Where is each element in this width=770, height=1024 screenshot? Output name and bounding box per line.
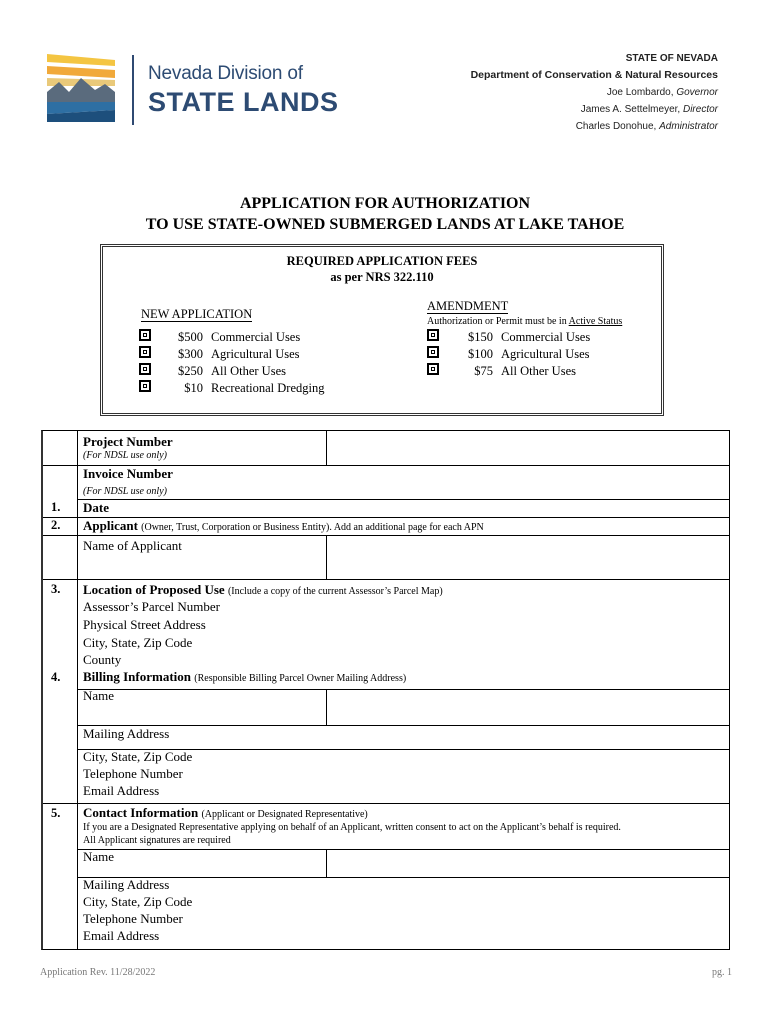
page-number: pg. 1 (712, 967, 732, 978)
contact-telephone-label: Telephone Number (83, 911, 183, 926)
contact-city-state-zip-label: City, State, Zip Code (83, 894, 193, 909)
fee-use: Commercial Uses (501, 330, 591, 344)
item-number-2: 2. (51, 518, 61, 532)
fee-box (100, 244, 664, 416)
contact-representative-note: If you are a Designated Representative applying on behalf of an Applicant, written consent to act on the Applicant’s behalf is required. (83, 822, 621, 833)
fee-use: All Other Uses (501, 364, 576, 378)
logo-divider (132, 55, 134, 125)
project-number-field[interactable] (327, 432, 728, 464)
location-label: Location of Proposed Use (83, 582, 225, 597)
location-city-state-zip-label: City, State, Zip Code (83, 635, 193, 650)
date-field[interactable] (327, 500, 728, 516)
apn-label: Assessor’s Parcel Number (83, 599, 220, 614)
governor-line (471, 84, 718, 101)
invoice-number-label: Invoice Number (83, 466, 173, 481)
fee-use: All Other Uses (211, 364, 286, 378)
department-name: Department of Conservation & Natural Resources (470, 69, 718, 81)
checkbox[interactable] (139, 329, 151, 341)
fee-use: Agricultural Uses (501, 347, 590, 361)
applicant-heading (83, 518, 484, 534)
fee-amount: $10 (184, 381, 203, 395)
fee-amount: $75 (474, 364, 493, 378)
director-line (471, 101, 718, 118)
fee-option-amend-commercial[interactable] (427, 329, 590, 346)
fee-amount: $100 (468, 347, 493, 361)
revision-footer: Application Rev. 11/28/2022 (40, 967, 156, 978)
checkbox[interactable] (139, 363, 151, 375)
invoice-number-field[interactable] (327, 466, 728, 498)
physical-address-label: Physical Street Address (83, 617, 206, 632)
county-label: County (83, 652, 122, 667)
active-status-text: Active Status (568, 316, 623, 327)
state-lands-logo (45, 52, 117, 124)
new-application-label-text: NEW APPLICATION (141, 307, 253, 321)
project-number-label: Project Number (83, 434, 173, 449)
applicant-note: (Owner, Trust, Corporation or Business Entity). Add an additional page for each APN (141, 522, 484, 533)
administrator-name: Charles Donohue, (575, 121, 657, 132)
ndsl-use-note-2: (For NDSL use only) (83, 486, 167, 497)
checkbox[interactable] (427, 329, 439, 341)
fee-amount: $500 (178, 330, 203, 344)
agency-name-line1: Nevada Division of (148, 63, 303, 84)
administrator-line (471, 118, 718, 135)
fee-amount: $300 (178, 347, 203, 361)
item-number-3: 3. (51, 582, 61, 596)
contact-name-label: Name (83, 849, 115, 864)
amendment-options (427, 329, 590, 380)
date-label: Date (83, 500, 109, 515)
location-heading (83, 582, 443, 598)
fee-option-new-commercial[interactable] (139, 329, 325, 346)
governor-title: Governor (676, 87, 718, 98)
billing-email-label: Email Address (83, 783, 160, 798)
contact-email-label: Email Address (83, 928, 160, 943)
item-number-1: 1. (51, 500, 61, 514)
checkbox[interactable] (427, 363, 439, 375)
amendment-note-text: Authorization or Permit must be in (427, 316, 569, 327)
contact-name-field[interactable] (327, 850, 728, 876)
item-number-4: 4. (51, 670, 61, 684)
billing-note: (Responsible Billing Parcel Owner Mailing Address) (194, 673, 407, 684)
fee-use: Commercial Uses (211, 330, 301, 344)
fee-option-new-dredging[interactable] (139, 380, 325, 397)
new-application-label (141, 307, 252, 322)
item-number-5: 5. (51, 806, 61, 820)
billing-telephone-label: Telephone Number (83, 766, 183, 781)
billing-city-state-zip-label: City, State, Zip Code (83, 749, 193, 764)
director-name: James A. Settelmeyer, (580, 104, 681, 115)
fee-option-new-agricultural[interactable] (139, 346, 325, 363)
governor-name: Joe Lombardo, (606, 87, 674, 98)
applicant-label: Applicant (83, 518, 138, 533)
title-line1: APPLICATION FOR AUTHORIZATION (239, 195, 531, 212)
fee-use: Agricultural Uses (211, 347, 300, 361)
billing-heading (83, 669, 406, 685)
contact-note: (Applicant or Designated Representative) (201, 809, 368, 820)
fee-use: Recreational Dredging (211, 381, 325, 395)
billing-name-field[interactable] (327, 690, 728, 724)
new-application-options (139, 329, 325, 397)
title-line2: TO USE STATE-OWNED SUBMERGED LANDS AT LAKE TAHOE (145, 216, 625, 233)
administrator-title: Administrator (659, 121, 718, 132)
amendment-note (427, 316, 622, 327)
fee-option-amend-agricultural[interactable] (427, 346, 590, 363)
contact-signatures-note: All Applicant signatures are required (83, 835, 231, 846)
contact-mailing-address-label: Mailing Address (83, 877, 170, 892)
location-note: (Include a copy of the current Assessor’s Parcel Map) (227, 586, 443, 597)
ndsl-use-note-1: (For NDSL use only) (83, 450, 167, 461)
fee-heading-1: REQUIRED APPLICATION FEES (286, 254, 478, 268)
amendment-label (427, 299, 508, 314)
name-of-applicant-field[interactable] (327, 536, 728, 578)
contact-label: Contact Information (83, 805, 199, 820)
fee-option-amend-other[interactable] (427, 363, 590, 380)
checkbox[interactable] (139, 346, 151, 358)
fee-heading-2: as per NRS 322.110 (330, 270, 434, 284)
state-name: STATE OF NEVADA (625, 53, 718, 64)
state-header-block (471, 50, 718, 135)
fee-option-new-other[interactable] (139, 363, 325, 380)
billing-label: Billing Information (83, 669, 191, 684)
amendment-label-text: AMENDMENT (427, 299, 509, 313)
fee-amount: $250 (178, 364, 203, 378)
billing-mailing-address-label: Mailing Address (83, 726, 170, 741)
billing-name-label: Name (83, 688, 115, 703)
checkbox[interactable] (139, 380, 151, 392)
application-form-table (41, 430, 730, 950)
director-title: Director (682, 104, 718, 115)
contact-heading (83, 805, 368, 821)
name-of-applicant-label: Name of Applicant (83, 538, 182, 553)
checkbox[interactable] (427, 346, 439, 358)
fee-amount: $150 (468, 330, 493, 344)
agency-name-line2: STATE LANDS (148, 87, 339, 117)
